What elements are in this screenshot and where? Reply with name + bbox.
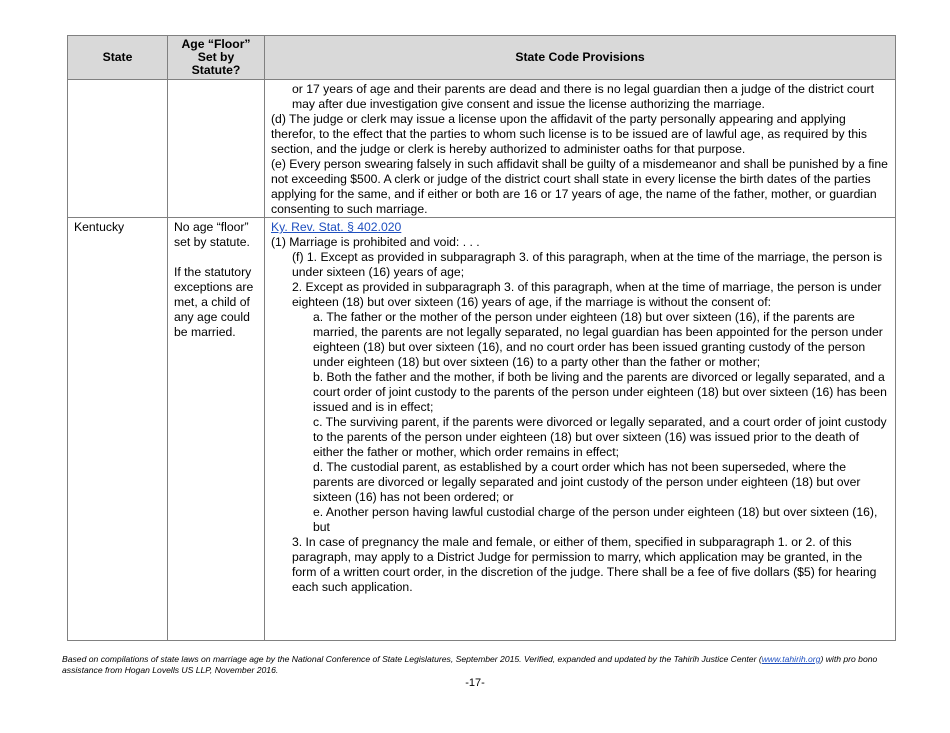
provision-text: or 17 years of age and their parents are dead and there is no legal guardian then a judge of the district court may after due investigation give consent and issue the license authorizing the marriage. xyxy=(292,82,874,111)
footnote-text: ) with pro bono assistance from Hogan Lovells US LLP, November 2016. xyxy=(62,654,878,675)
table-row-kentucky xyxy=(68,218,896,641)
cell-state-empty xyxy=(68,80,168,218)
provision-text: (f) 1. Except as provided in subparagraph 3. of this paragraph, when at the time of the marriage, the person is under sixteen (16) years of age; xyxy=(292,250,883,279)
provision-text: (e) Every person swearing falsely in such affidavit shall be guilty of a misdemeanor and shall be punished by a fine not exceeding $500. A clerk or judge of the district court shall state in every license the birth dates of the parties applying for the same, and if either or both are 16 or 17 years of age, the name of the father, mother, or guardian consenting to such marriage. xyxy=(271,157,888,216)
provision-text: a. The father or the mother of the person under eighteen (18) but over sixteen (16), if the parents are married, the parents are not legally separated, no legal guardian has been appointed for the person under eighteen (18) but over sixteen (16), and no court order has been issued granting custody of the person under eighteen (18) but over sixteen (16) to a party other than the father or mother; xyxy=(313,310,883,369)
statute-citation-link[interactable]: Ky. Rev. Stat. § 402.020 xyxy=(271,220,402,234)
cell-floor-kentucky xyxy=(168,218,265,641)
provision-text: b. Both the father and the mother, if both be living and the parents are divorced or legally separated, and a court order of joint custody to the parents of the person under eighteen (18) but over sixteen (16) has been issued and is in effect; xyxy=(313,370,887,414)
provision-text: e. Another person having lawful custodial charge of the person under eighteen (18) but over sixteen (16), but xyxy=(313,505,878,534)
provision-text: (1) Marriage is prohibited and void: . . . xyxy=(271,235,480,249)
cell-provisions-continued xyxy=(265,80,896,218)
table-row-continuation xyxy=(68,80,896,218)
state-law-table xyxy=(67,35,896,641)
floor-exception-note: If the statutory exceptions are met, a child of any age could be married. xyxy=(174,265,254,339)
source-footnote xyxy=(62,654,892,676)
header-age-floor: Age “Floor” Set by Statute? xyxy=(168,36,265,80)
cell-floor-empty xyxy=(168,80,265,218)
provision-text: 3. In case of pregnancy the male and female, or either of them, specified in subparagraph 1. or 2. of this paragraph, may apply to a District Judge for permission to marry, which application may be granted, in the form of a written court order, in the discretion of the judge. There shall be a fee of five dollars ($5) for hearing each such application. xyxy=(292,535,877,594)
provision-text: 2. Except as provided in subparagraph 3. of this paragraph, when at the time of marriage, the person is under eighteen (18) but over sixteen (16) years of age, if the marriage is without the consent of: xyxy=(292,280,882,309)
tahirih-link[interactable]: www.tahirih.org xyxy=(761,654,821,664)
table-header-row xyxy=(68,36,896,80)
provision-text: c. The surviving parent, if the parents were divorced or legally separated, and a court order of joint custody to the parents of the person under eighteen (18) but over sixteen (16) was issued prior to the death of either the father or mother, which order remains in effect; xyxy=(313,415,887,459)
cell-state-kentucky: Kentucky xyxy=(68,218,168,641)
footnote-text: Based on compilations of state laws on marriage age by the National Conference of State Legislatures, September 2015. Verified, expanded and updated by the Tahirih Justice Center ( xyxy=(62,654,762,664)
provision-text: (d) The judge or clerk may issue a license upon the affidavit of the party personally appearing and applying therefor, to the effect that the parties to whom such license is to be issued are of lawful age, as required by this section, and the judge or clerk is hereby authorized to administer oaths for that purpose. xyxy=(271,112,867,156)
header-state-code-provisions: State Code Provisions xyxy=(265,36,896,80)
header-state: State xyxy=(68,36,168,80)
page-number: -17- xyxy=(465,677,485,689)
floor-note: No age “floor” set by statute. xyxy=(174,220,250,249)
provision-text: d. The custodial parent, as established by a court order which has not been superseded, where the parents are divorced or legally separated and joint custody of the person under eighteen (18) but over sixteen (16) has not been ordered; or xyxy=(313,460,861,504)
cell-provisions-kentucky xyxy=(265,218,896,641)
